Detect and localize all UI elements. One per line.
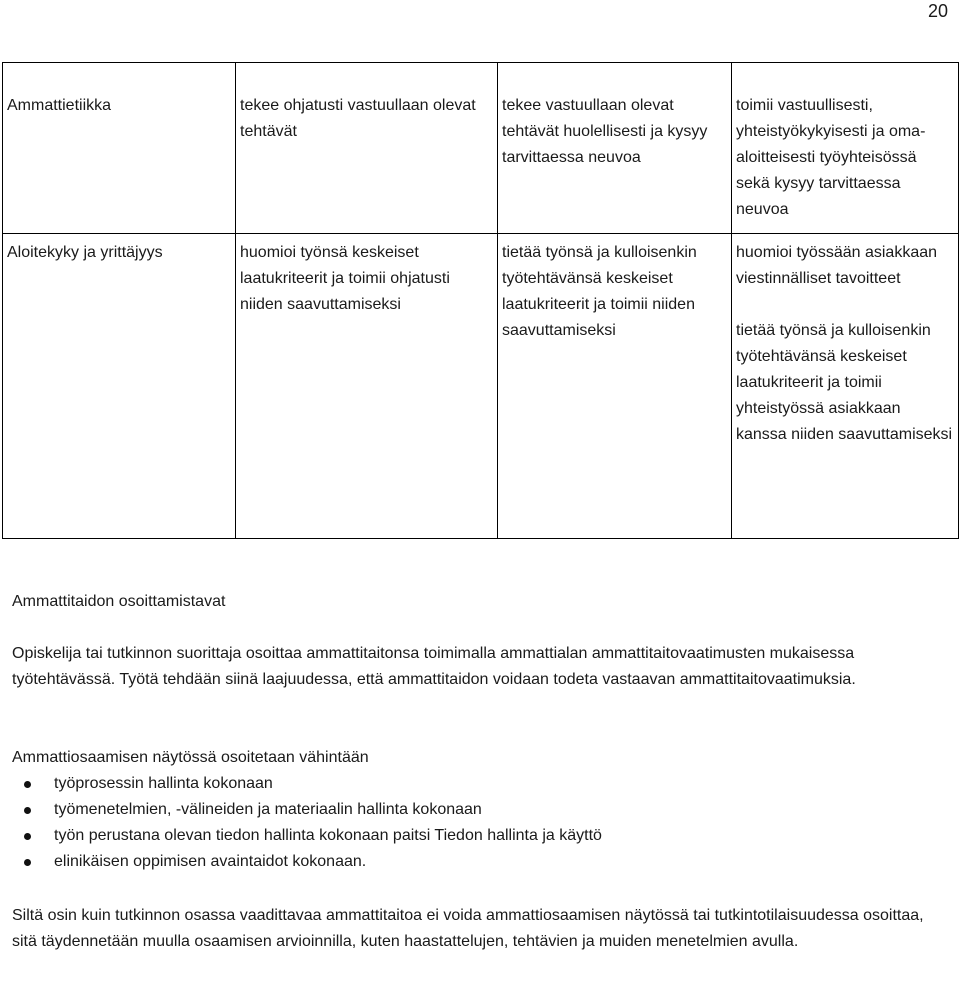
list-item — [12, 823, 952, 849]
list-item-text: työmenetelmien, -välineiden ja materiaalin hallinta kokonaan — [54, 801, 482, 818]
criterion-level-satisfactory: tekee ohjatusti vastuullaan olevat tehtävät — [236, 63, 498, 234]
list-item-text: elinikäisen oppimisen avaintaidot kokonaan. — [54, 853, 367, 870]
assessment-criteria-table — [2, 62, 959, 539]
page-number: 20 — [927, 1, 948, 21]
criterion-level-excellent: toimii vastuullisesti, yhteistyökykyisesti ja oma-aloitteisesti työyhteisössä sekä kysyy tarvittaessa neuvoa — [732, 63, 959, 234]
criterion-name: Ammattietiikka — [3, 63, 236, 234]
criterion-level-excellent — [732, 234, 959, 539]
bullet-icon — [24, 807, 31, 814]
demonstration-paragraph: Opiskelija tai tutkinnon suorittaja osoittaa ammattitaitonsa toimimalla ammattialan ammattitaitovaatimusten mukaisessa työtehtävässä. Työtä tehdään siinä laajuudessa, että ammattitaidon voidaan todeta vastaavan ammattitaitovaatimuksia. — [12, 645, 856, 688]
criterion-level-satisfactory: huomioi työnsä keskeiset laatukriteerit ja toimii ohjatusti niiden saavuttamiseksi — [236, 234, 498, 539]
list-item — [12, 849, 952, 875]
criterion-paragraph: tietää työnsä ja kulloisenkin työtehtävänsä keskeiset laatukriteerit ja toimii yhteistyössä asiakkaan kanssa niiden saavuttamiseksi — [736, 322, 953, 443]
demonstration-intro: Ammattiosaamisen näytössä osoitetaan vähintään — [12, 749, 369, 766]
list-item — [12, 771, 952, 797]
paragraph-gap — [736, 292, 954, 318]
criterion-name: Aloitekyky ja yrittäjyys — [3, 234, 236, 539]
list-item — [12, 797, 952, 823]
bullet-icon — [24, 859, 31, 866]
list-item-text: työn perustana olevan tiedon hallinta kokonaan paitsi Tiedon hallinta ja käyttö — [54, 827, 602, 844]
list-item-text: työprosessin hallinta kokonaan — [54, 775, 273, 792]
table-row — [3, 63, 959, 234]
table-row — [3, 234, 959, 539]
section-title: Ammattitaidon osoittamistavat — [12, 593, 226, 610]
bullet-icon — [24, 781, 31, 788]
demonstration-bullet-list — [12, 771, 952, 875]
criterion-paragraph: huomioi työssään asiakkaan viestinnälliset tavoitteet — [736, 244, 938, 287]
criterion-level-good: tekee vastuullaan olevat tehtävät huolellisesti ja kysyy tarvittaessa neuvoa — [498, 63, 732, 234]
supplementary-assessment-paragraph: Siltä osin kuin tutkinnon osassa vaadittavaa ammattitaitoa ei voida ammattiosaamisen näytössä tai tutkintotilaisuudessa osoittaa, sitä täydennetään muulla osaamisen arvioinnilla, kuten haastattelujen, tehtävien ja muiden menetelmien avulla. — [12, 907, 924, 950]
criterion-level-good: tietää työnsä ja kulloisenkin työtehtävänsä keskeiset laatukriteerit ja toimii niiden saavuttamiseksi — [498, 234, 732, 539]
bullet-icon — [24, 833, 31, 840]
